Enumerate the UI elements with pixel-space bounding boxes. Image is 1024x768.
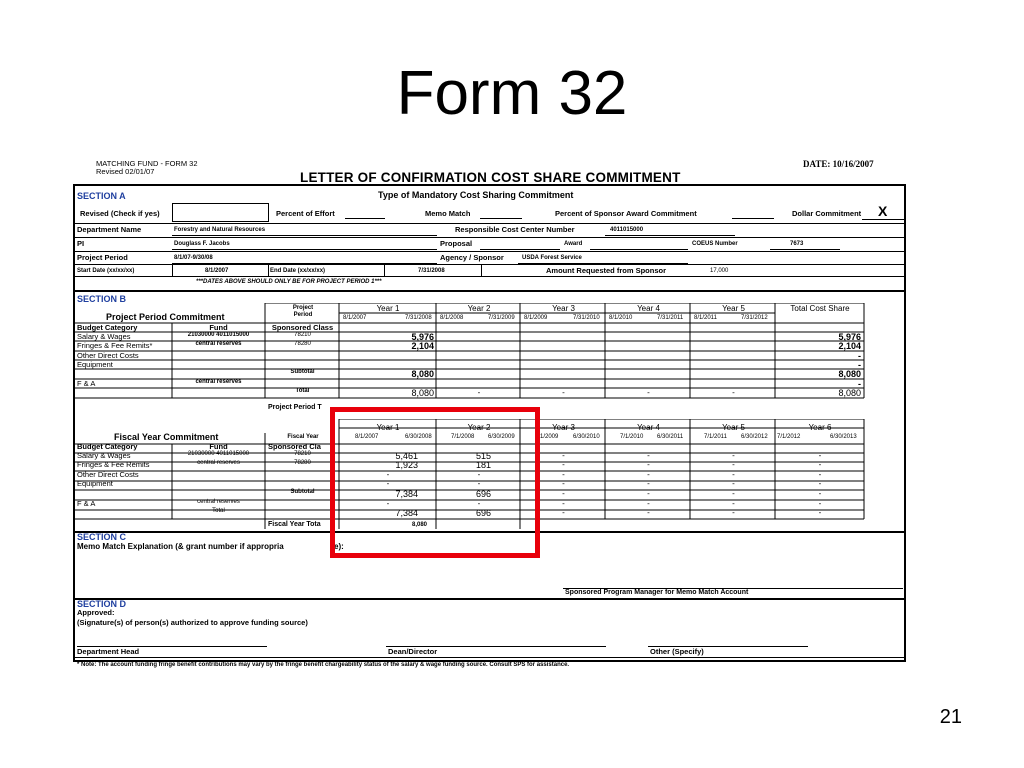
sponsored-manager-label: Sponsored Program Manager for Memo Match Account xyxy=(565,589,749,596)
fy-row-value: - xyxy=(732,470,735,479)
coeus-field xyxy=(770,249,840,250)
fy-year-1-label: Year 1 xyxy=(376,423,400,432)
approved-label: Approved: xyxy=(77,608,115,617)
year-3-label: Year 3 xyxy=(552,304,575,313)
slide-title: Form 32 xyxy=(396,59,628,128)
fy-year-4-end: 6/30/2011 xyxy=(657,434,684,440)
fy-row-value: 696 xyxy=(475,489,491,499)
memo-explanation-tail: e): xyxy=(334,542,344,551)
section-a-heading: Type of Mandatory Cost Sharing Commitment xyxy=(378,190,574,200)
fiscal-year-col: Fiscal Year xyxy=(287,434,319,440)
pp-row-value: - xyxy=(732,388,735,397)
memo-match-label: Memo Match xyxy=(425,209,471,218)
fy-row-value: - xyxy=(818,499,822,508)
fy-row-value: - xyxy=(732,451,735,460)
fy-row-value: - xyxy=(477,479,481,488)
pp-row-value: 8,080 xyxy=(411,388,434,398)
pp-row-value: 2,104 xyxy=(411,341,434,351)
fy-row-value: - xyxy=(818,479,822,488)
fy-year-4-label: Year 4 xyxy=(637,423,660,432)
pp-row-value: - xyxy=(477,388,481,397)
section-divider xyxy=(75,290,904,292)
other-label: Other (Specify) xyxy=(650,647,704,656)
fiscal-year-header: Fiscal Year Commitment xyxy=(114,432,219,442)
divider xyxy=(75,276,904,277)
section-d-label: SECTION D xyxy=(77,599,127,609)
pp-row-total: 8,080 xyxy=(838,388,861,398)
pp-row-category: Fringes & Fee Remits* xyxy=(77,341,153,350)
section-b-label: SECTION B xyxy=(77,294,127,304)
coeus-value[interactable]: 7673 xyxy=(790,241,804,247)
pp-row-category: Salary & Wages xyxy=(77,332,131,341)
fy-year-3-start: 1/2009 xyxy=(540,434,559,440)
pp-row-total: 5,976 xyxy=(838,332,861,342)
dollar-commitment-label: Dollar Commitment xyxy=(792,209,862,218)
fy-row-value: - xyxy=(386,470,390,479)
year-3-end: 7/31/2010 xyxy=(573,315,600,321)
year-3-start: 8/1/2009 xyxy=(524,315,548,321)
pp-row-total: - xyxy=(858,351,861,361)
fy-year-6-label: Year 6 xyxy=(808,423,832,432)
rcc-field xyxy=(605,235,735,236)
project-period-total-label: Project Period T xyxy=(268,404,322,411)
revised-checkbox[interactable] xyxy=(172,203,269,222)
fy-year-2-label: Year 2 xyxy=(467,423,491,432)
form-title: LETTER OF CONFIRMATION COST SHARE COMMITMENT xyxy=(300,170,681,185)
fy-row-value: - xyxy=(647,489,650,498)
fy-sponsored-class-header: Sponsored Cla xyxy=(268,442,321,451)
fy-row-value: - xyxy=(732,489,735,498)
form-note: * Note: The account funding fringe benefit contributions may vary by the fringe benefit chargeability status of the salary & wage funding source. Consult SPS for assistance. xyxy=(77,662,570,668)
form-date: DATE: 10/16/2007 xyxy=(803,159,874,169)
start-date-box xyxy=(172,264,269,276)
pp-row-class: Subtotal xyxy=(290,369,315,375)
award-label: Award xyxy=(564,241,583,247)
year-5-label: Year 5 xyxy=(722,304,745,313)
fy-row-category: Fringes & Fee Remits xyxy=(77,460,150,469)
year-1-label: Year 1 xyxy=(376,304,400,313)
fy-row-value: - xyxy=(562,499,565,508)
budget-category-header: Budget Category xyxy=(77,323,138,332)
highlight-box xyxy=(330,407,540,558)
fy-year-6-start: 7/1/2012 xyxy=(777,434,801,440)
fy-row-value: - xyxy=(386,499,390,508)
pi-value[interactable]: Douglass F. Jacobs xyxy=(174,241,230,247)
percent-sponsor-field[interactable] xyxy=(732,218,774,219)
form-revised: Revised 02/01/07 xyxy=(96,167,155,176)
coeus-label: COEUS Number xyxy=(692,241,738,247)
dollar-commitment-mark[interactable]: X xyxy=(878,203,888,219)
section-a-label: SECTION A xyxy=(77,191,126,201)
amount-label: Amount Requested from Sponsor xyxy=(546,266,667,275)
year-2-end: 7/31/2009 xyxy=(488,315,515,321)
fy-row-value: - xyxy=(647,460,650,469)
project-period-header: Project Period Commitment xyxy=(106,312,225,322)
fy-row-class: Subtotal xyxy=(290,489,315,495)
fund-header: Fund xyxy=(209,323,228,332)
end-date-value[interactable]: 7/31/2008 xyxy=(418,268,445,274)
dean-director-label: Dean/Director xyxy=(388,647,438,656)
sponsored-class-header: Sponsored Class xyxy=(271,323,334,332)
fy-row-value: - xyxy=(647,508,650,517)
fy-row-category: Equipment xyxy=(77,479,113,488)
start-date-value[interactable]: 8/1/2007 xyxy=(205,268,229,274)
fy-row-value: 1,923 xyxy=(395,460,418,470)
fy-year-2-start: 7/1/2008 xyxy=(451,434,475,440)
fy-row-value: - xyxy=(818,470,822,479)
fy-row-fund: 21030000 4011015000 xyxy=(187,451,250,457)
fy-year-4-start: 7/1/2010 xyxy=(620,434,644,440)
project-period-value[interactable]: 8/1/07-9/30/08 xyxy=(174,255,213,261)
fy-row-fund: central reserves xyxy=(197,499,240,505)
fiscal-year-total-label: Fiscal Year Tota xyxy=(268,521,321,528)
fy-row-value: 7,384 xyxy=(395,508,418,518)
end-date-box xyxy=(384,264,482,276)
fy-row-value: - xyxy=(647,451,650,460)
divider xyxy=(75,223,904,224)
rcc-label: Responsible Cost Center Number xyxy=(455,225,575,234)
pp-row-category: Equipment xyxy=(77,360,113,369)
fy-row-value: - xyxy=(818,451,822,460)
pp-row-value: - xyxy=(647,388,650,397)
year-5-start: 8/1/2011 xyxy=(694,315,717,321)
pp-row-class: Total xyxy=(295,388,310,394)
fy-row-value: - xyxy=(818,508,822,517)
pp-row-fund: central reserves xyxy=(195,379,242,385)
divider xyxy=(75,657,904,658)
fy-row-value: - xyxy=(732,508,735,517)
fy-budget-category-header: Budget Category xyxy=(77,442,138,451)
agency-label: Agency / Sponsor xyxy=(440,253,504,262)
pp-row-fund: central reserves xyxy=(195,341,242,347)
pp-row-total: 8,080 xyxy=(838,369,861,379)
pp-row-total: 2,104 xyxy=(838,341,861,351)
fy-row-class: 78210 xyxy=(294,451,311,457)
year-2-start: 8/1/2008 xyxy=(440,315,464,321)
pi-field xyxy=(172,249,437,250)
year-1-start: 8/1/2007 xyxy=(343,315,367,321)
divider xyxy=(75,251,904,252)
project-col-2: Period xyxy=(293,312,313,318)
pp-row-value: 8,080 xyxy=(411,369,434,379)
fy-row-value: - xyxy=(386,479,390,488)
rcc-value[interactable]: 4011015000 xyxy=(610,227,644,233)
year-1-end: 7/31/2008 xyxy=(405,315,432,321)
fy-row-value: - xyxy=(562,479,565,488)
award-field[interactable] xyxy=(590,249,688,250)
signatures-label: (Signature(s) of person(s) authorized to approve funding source) xyxy=(77,618,308,627)
pp-row-value: - xyxy=(562,388,565,397)
fy-fund-header: Fund xyxy=(209,442,228,451)
dates-note: ***DATES ABOVE SHOULD ONLY BE FOR PROJECT PERIOD 1*** xyxy=(196,279,382,285)
memo-explanation-label: Memo Match Explanation (& grant number if appropria xyxy=(77,542,284,551)
agency-value[interactable]: USDA Forest Service xyxy=(522,255,582,261)
proposal-label: Proposal xyxy=(440,239,473,248)
pp-row-class: 78280 xyxy=(294,341,311,347)
fy-year-5-label: Year 5 xyxy=(722,423,745,432)
fy-row-value: - xyxy=(818,460,822,469)
revised-label: Revised (Check if yes) xyxy=(80,209,160,218)
pi-label: PI xyxy=(77,239,85,248)
project-col-1: Project xyxy=(292,305,314,311)
fy-row-value: - xyxy=(732,460,735,469)
slide-number: 21 xyxy=(939,706,962,728)
start-date-label: Start Date (xx/xx/xx) xyxy=(77,268,135,274)
form-id: MATCHING FUND - FORM 32 xyxy=(96,159,198,168)
fy-row-value: - xyxy=(732,499,735,508)
percent-effort-label: Percent of Effort xyxy=(276,209,335,218)
fy-row-class: 78280 xyxy=(294,460,311,466)
fiscal-year-total-value: 8,080 xyxy=(412,522,428,528)
fy-row-value: - xyxy=(562,451,565,460)
fy-year-1-start: 8/1/2007 xyxy=(355,434,379,440)
fy-row-value: - xyxy=(647,470,650,479)
department-label: Department Name xyxy=(77,225,142,234)
section-divider xyxy=(75,598,904,600)
amount-value[interactable]: 17,000 xyxy=(710,268,729,274)
fy-row-category: F & A xyxy=(77,499,96,508)
fy-row-value: - xyxy=(818,489,822,498)
fy-row-value: 5,461 xyxy=(395,451,418,461)
fy-row-value: - xyxy=(562,508,565,517)
department-field xyxy=(172,235,437,236)
fy-row-value: 696 xyxy=(475,508,491,518)
fy-row-value: 181 xyxy=(475,460,491,470)
fy-row-fund: central reserves xyxy=(197,460,240,466)
dollar-commitment-field[interactable] xyxy=(862,219,904,220)
year-4-end: 7/31/2011 xyxy=(657,315,684,321)
year-5-end: 7/31/2012 xyxy=(741,315,768,321)
fy-row-value: - xyxy=(647,479,650,488)
pp-row-value: 5,976 xyxy=(411,332,434,342)
fy-row-value: - xyxy=(477,470,481,479)
pp-row-category: Other Direct Costs xyxy=(77,351,139,360)
percent-sponsor-label: Percent of Sponsor Award Commitment xyxy=(555,209,697,218)
fy-year-5-end: 6/30/2012 xyxy=(741,434,768,440)
pp-row-class: 78210 xyxy=(294,332,311,338)
fy-row-value: - xyxy=(732,479,735,488)
fy-year-2-end: 6/30/2009 xyxy=(488,434,515,440)
fy-row-value: 7,384 xyxy=(395,489,418,499)
fy-year-6-end: 6/30/2013 xyxy=(830,434,857,440)
pp-row-category: F & A xyxy=(77,379,96,388)
end-date-label: End Date (xx/xx/xx) xyxy=(270,268,326,274)
divider xyxy=(75,237,904,238)
fy-year-3-end: 6/30/2010 xyxy=(573,434,600,440)
fy-row-category: Salary & Wages xyxy=(77,451,131,460)
year-2-label: Year 2 xyxy=(467,304,491,313)
memo-match-field[interactable] xyxy=(480,218,522,219)
fy-year-3-label: Year 3 xyxy=(552,423,575,432)
fy-row-fund: Total xyxy=(212,508,225,514)
total-cost-share-label: Total Cost Share xyxy=(790,304,850,313)
pp-row-total: - xyxy=(858,360,861,370)
fy-row-value: - xyxy=(647,499,650,508)
fy-row-value: 515 xyxy=(475,451,491,461)
fy-row-category: Other Direct Costs xyxy=(77,470,139,479)
department-value[interactable]: Forestry and Natural Resources xyxy=(174,227,266,233)
percent-effort-field[interactable] xyxy=(345,218,385,219)
fy-row-value: - xyxy=(562,489,565,498)
fy-row-value: - xyxy=(562,470,565,479)
project-period-label: Project Period xyxy=(77,253,128,262)
year-4-start: 8/1/2010 xyxy=(609,315,633,321)
fy-year-1-end: 6/30/2008 xyxy=(405,434,432,440)
department-head-label: Department Head xyxy=(77,647,140,656)
pp-row-fund: 21030000 4011015000 xyxy=(187,332,250,338)
year-4-label: Year 4 xyxy=(637,304,660,313)
section-c-label: SECTION C xyxy=(77,532,127,542)
fy-row-value: - xyxy=(477,499,481,508)
pp-row-total: - xyxy=(858,379,861,389)
proposal-field[interactable] xyxy=(480,249,560,250)
fy-row-value: - xyxy=(562,460,565,469)
fy-year-5-start: 7/1/2011 xyxy=(704,434,727,440)
